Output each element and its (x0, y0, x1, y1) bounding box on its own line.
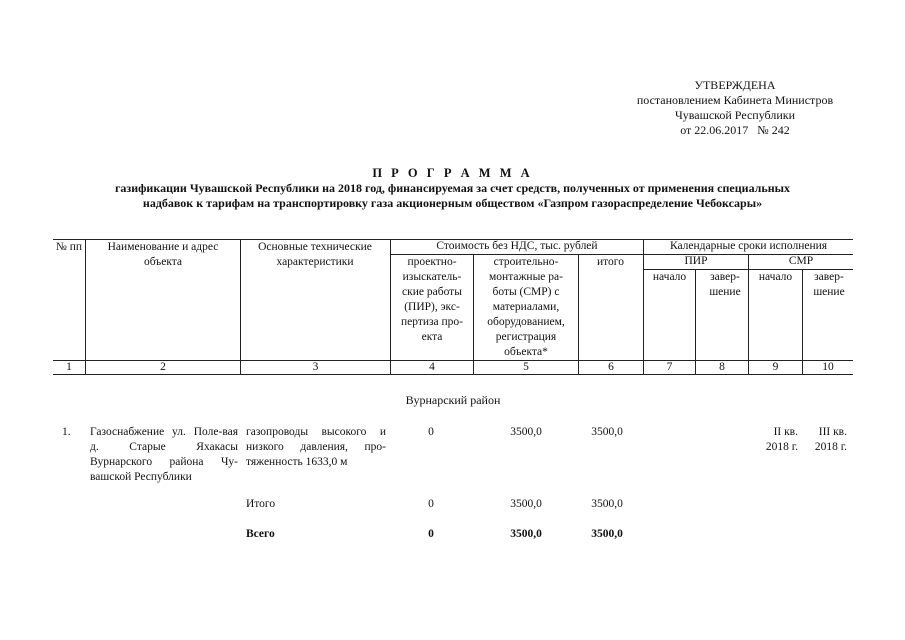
colnum-1: 1 (66, 361, 72, 373)
row-smr-start: II кв. 2018 г. (765, 426, 798, 453)
colnum-10: 10 (822, 361, 834, 373)
approval-line1: УТВЕРЖДЕНА (694, 78, 776, 92)
table-header (53, 239, 853, 375)
header-pir-start: начало (652, 271, 687, 283)
colnum-2: 2 (160, 361, 166, 373)
header-smr: СМР (788, 255, 814, 267)
header-characteristics: Основные технические характеристики (258, 241, 372, 268)
title-line2: надбавок к тарифам на транспортировку газа акционерным обществом «Газпром газораспределение Чебоксары» (142, 196, 763, 210)
colnum-8: 8 (719, 361, 725, 373)
title-line1: газификации Чувашской Республики на 2018 год, финансируемая за счет средств, полученных от применения специальных (114, 181, 791, 195)
row-characteristics: газопроводы высокого и низкого давления, про-тяженность 1633,0 м (246, 426, 386, 468)
colnum-9: 9 (772, 361, 779, 373)
grand-total-smr: 3500,0 (510, 528, 542, 540)
row-pir-cost: 0 (428, 426, 434, 438)
grand-total-pir: 0 (428, 528, 434, 540)
row-smr-cost: 3500,0 (510, 426, 542, 438)
header-pir-cost: проектно-изыскатель-ские работы (ПИР), экс-пертиза про-екта (400, 256, 464, 343)
colnum-7: 7 (666, 361, 673, 373)
grand-total-label: Всего (246, 528, 275, 540)
approval-line3: Чувашской Республики (674, 108, 796, 122)
region-title: Вурнарский район (405, 393, 501, 407)
header-pir-end: завер-шение (709, 271, 741, 298)
row-num: 1. (62, 426, 71, 438)
colnum-3: 3 (312, 361, 319, 373)
header-num: № пп (55, 241, 83, 253)
document-title (40, 166, 865, 211)
title-heading: П Р О Г Р А М М А (372, 166, 533, 180)
colnum-6: 6 (608, 361, 614, 373)
subtotal-total: 3500,0 (591, 498, 623, 510)
row-total: 3500,0 (591, 426, 623, 438)
subtotal-smr: 3500,0 (510, 498, 542, 510)
header-smr-start: начало (758, 271, 793, 283)
header-smr-end: завер-шение (813, 271, 845, 298)
row-smr-end: III кв. 2018 г. (814, 426, 847, 453)
header-name: Наименование и адрес объекта (107, 241, 219, 268)
subtotal-pir: 0 (428, 498, 434, 510)
header-schedule: Календарные сроки исполнения (669, 240, 828, 252)
approval-line2: постановлением Кабинета Министров (636, 93, 834, 107)
grand-total-total: 3500,0 (591, 528, 623, 540)
approval-line4: от 22.06.2017 № 242 (680, 123, 790, 137)
colnum-5: 5 (523, 361, 529, 373)
row-name: Газоснабжение ул. Поле-вая д. Старые Яхакасы Вурнарского района Чу-вашской Республики (90, 426, 238, 483)
header-cost: Стоимость без НДС, тыс. рублей (436, 240, 598, 252)
colnum-4: 4 (429, 361, 435, 373)
header-total: итого (597, 256, 624, 268)
approval-block (600, 78, 870, 138)
header-pir: ПИР (684, 255, 708, 267)
header-smr-cost: строительно-монтажные ра-боты (СМР) с материалами, оборудованием, регистрация объекта* (487, 256, 565, 358)
subtotal-label: Итого (246, 498, 276, 510)
